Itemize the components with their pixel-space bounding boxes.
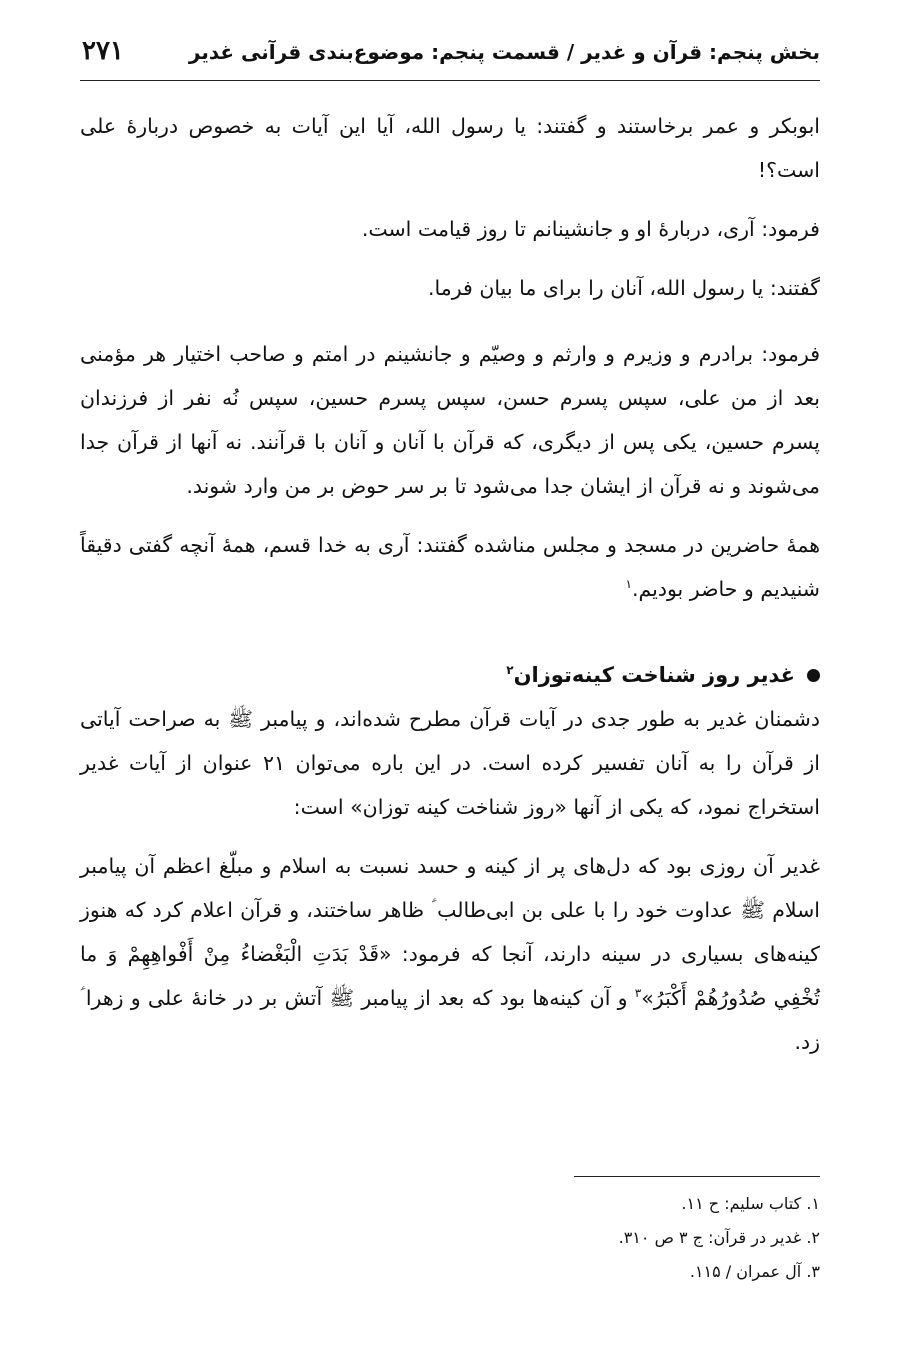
footnote-ref-1: ۱ xyxy=(625,577,632,592)
page-header xyxy=(80,34,820,81)
footnotes xyxy=(574,1176,820,1289)
page-number: ۲۷۱ xyxy=(82,36,124,66)
book-page xyxy=(80,0,820,1345)
footnote-3: ۳. آل عمران / ۱۱۵. xyxy=(689,1262,820,1281)
paragraph-4: فرمود: برادرم و وزیرم و وارثم و وصیّم و جانشینم در امتم و صاحب اختیار هر مؤمنی بعد از من علی، سپس پسرم حسن، سپس پسرم حسین، سپس نُه نفر از فرزندان پسرم حسین، یکی پس از دیگری، که قرآن با آنان و آنان با قرآنند. نه آنها از قرآن جدا می‌شوند و نه قرآن از ایشان جدا می‌شود تا بر سر حوض بر من وارد شوند. xyxy=(80,342,820,498)
paragraph-3: گفتند: یا رسول الله، آنان را برای ما بیان فرما. xyxy=(428,276,820,300)
paragraph-7-text-b: و آن کینه‌ها بود که بعد از پیامبر ﷺ آتش بر در خانهٔ علی و زهرا ؑ زد. xyxy=(80,986,820,1054)
paragraph-5-text: همهٔ حاضرین در مسجد و مجلس مناشده گفتند: آری به خدا قسم، همهٔ آنچه گفتی دقیقاً شنیدیم و حاضر بودیم. xyxy=(80,533,820,601)
paragraph-2: فرمود: آری، دربارهٔ او و جانشینانم تا روز قیامت است. xyxy=(361,217,820,241)
paragraph-6: دشمنان غدیر به طور جدی در آیات قرآن مطرح شده‌اند، و پیامبر ﷺ به صراحت آیاتی از قرآن را به آنان تفسیر کرده است. در این باره می‌توان ۲۱ عنوان از آیات غدیر استخراج نمود، که یکی از آنها «روز شناخت کینه توزان» است: xyxy=(80,707,820,819)
section-title: غدیر روز شناخت کینه‌توزان xyxy=(513,663,795,687)
paragraph-7-text-a: غدیر آن روزی بود که دل‌های پر از کینه و حسد نسبت به اسلام و مبلّغ اعظم آن پیامبر اسلام ﷺ عداوت خود را با علی بن ابی‌طالب ؑ ظاهر ساختند، و قرآن اعلام کرد که هنوز کینه‌های بسیاری در سینه دارند، آنجا که فرمود: «قَدْ بَدَتِ الْبَغْضاءُ مِنْ أَفْواهِهِمْ وَ ما تُخْفِي صُدُورُهُمْ أَكْبَرُ» xyxy=(80,854,821,1010)
paragraph-7 xyxy=(80,844,820,1064)
paragraph-5 xyxy=(80,523,820,611)
footnote-divider xyxy=(574,1176,820,1177)
footnote-ref-3: ۳ xyxy=(634,986,642,1001)
page-content xyxy=(80,104,820,1064)
footnote-2: ۲. غدیر در قرآن: ج ۳ ص ۳۱۰. xyxy=(618,1228,820,1247)
paragraph-1: ابوبکر و عمر برخاستند و گفتند: یا رسول الله، آیا این آیات به خصوص دربارهٔ علی است؟! xyxy=(80,114,820,182)
footnote-ref-2: ۲ xyxy=(506,663,514,677)
running-head: بخش پنجم: قرآن و غدیر / قسمت پنجم: موضوع‌بندی قرآنی غدیر xyxy=(188,40,820,64)
footnote-1: ۱. کتاب سلیم: ح ۱۱. xyxy=(681,1194,820,1213)
section-heading xyxy=(80,653,820,697)
bullet-icon xyxy=(807,669,820,682)
